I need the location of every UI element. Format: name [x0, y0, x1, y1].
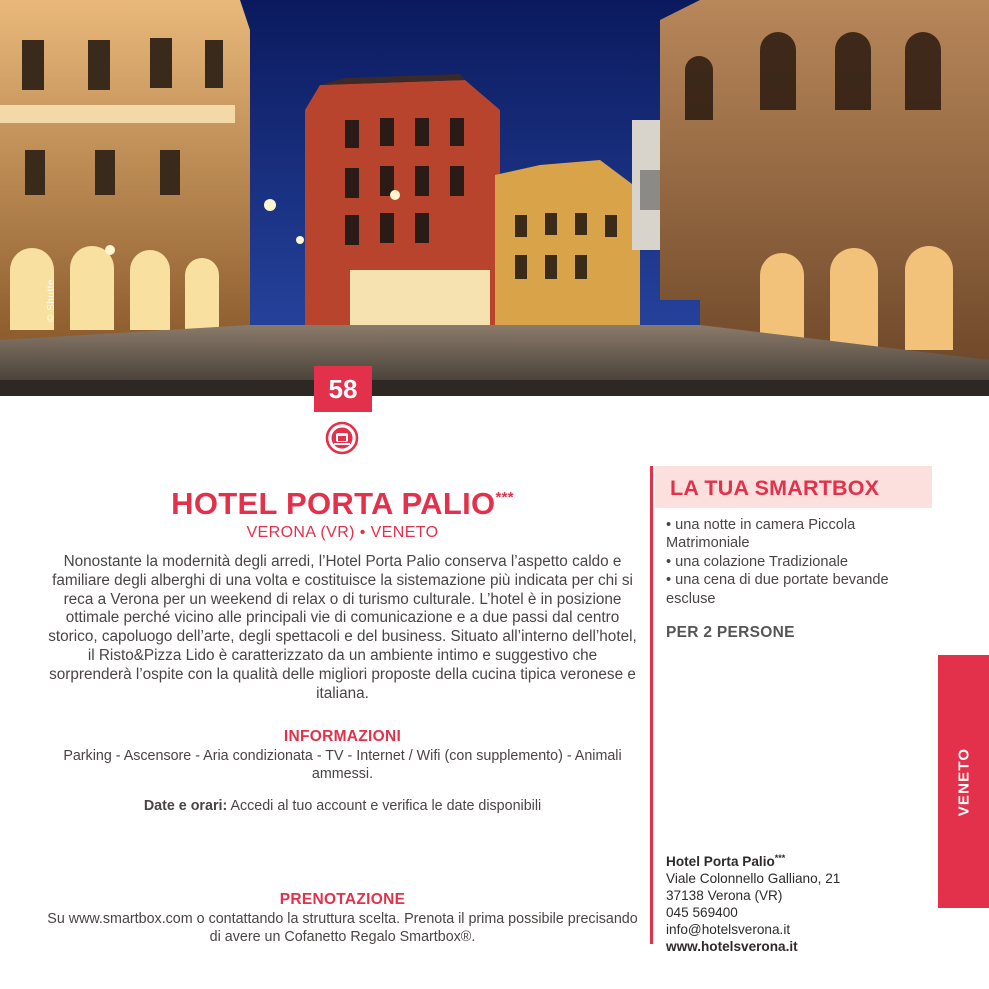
smartbox-item: • una colazione Tradizionale: [666, 553, 848, 570]
region-tab: [938, 655, 989, 908]
hotel-location: VERONA (VR) • VENETO: [246, 524, 439, 541]
informazioni-text: Parking - Ascensore - Aria condizionata - TV - Internet / Wifi (con supplemento) - Animali ammessi.: [63, 748, 622, 782]
prenotazione-text: Su www.smartbox.com o contattando la struttura scelta. Prenota il prima possibile precisando di avere un Cofanetto Regalo Smartbox®.: [47, 911, 638, 945]
verona-night-square-image: [0, 0, 989, 396]
contact-street: Viale Colonnello Galliano, 21: [666, 871, 841, 887]
contact-name: Hotel Porta Palio: [666, 854, 775, 869]
contact-website-link[interactable]: www.hotelsverona.it: [666, 939, 798, 955]
prenotazione-heading: PRENOTAZIONE: [279, 891, 406, 908]
smartbox-items: [666, 516, 906, 608]
smartbox-heading: LA TUA SMARTBOX: [670, 476, 880, 500]
contact-phone: 045 569400: [666, 905, 738, 921]
column-divider: [650, 466, 653, 944]
restaurant-plate-icon: [325, 421, 359, 455]
page-number-badge: 58: [314, 366, 372, 412]
dates-label: Date e orari:: [143, 798, 228, 814]
hotel-contact: [666, 850, 840, 956]
smartbox-item: • una notte in camera Piccola Matrimoniale: [666, 517, 856, 552]
hotel-description: Nonostante la modernità degli arredi, l’Hotel Porta Palio conserva l’aspetto caldo e familiare degli alberghi di una volta e costituisce la sistemazione più indicata per chi si reca a Verona per un weekend di relax o di turismo culturale. L’hotel è in posizione ottimale perché vicino alle principali vie di comunicazione e a due passi dal centro storico, capoluogo dell’arte, degli spettacoli e del business. Situato all’interno dell’hotel, il Risto&Pizza Lido è caratterizzato da un ambiente intimo e suggestivo che sorprenderà l’ospite con la qualità delle migliori proposte della cucina tipica veronese e italiana.: [48, 553, 637, 702]
informazioni-heading: INFORMAZIONI: [283, 728, 402, 745]
hero-photo: [0, 0, 989, 396]
contact-stars: ***: [774, 853, 786, 863]
dates-line: [40, 798, 645, 814]
hotel-name: HOTEL PORTA PALIO: [171, 486, 496, 521]
photo-credit: © Shutte: [46, 278, 57, 322]
hotel-stars: ***: [495, 489, 514, 506]
hotel-title: [40, 486, 645, 522]
dates-text: Accedi al tuo account e verifica le date disponibili: [230, 798, 542, 814]
contact-city: 37138 Verona (VR): [666, 888, 783, 904]
persons-label: PER 2 PERSONE: [666, 624, 795, 641]
smartbox-item: • una cena di due portate bevande escluse: [666, 572, 889, 607]
region-tab-label: VENETO: [955, 747, 972, 816]
contact-email[interactable]: info@hotelsverona.it: [666, 922, 791, 938]
